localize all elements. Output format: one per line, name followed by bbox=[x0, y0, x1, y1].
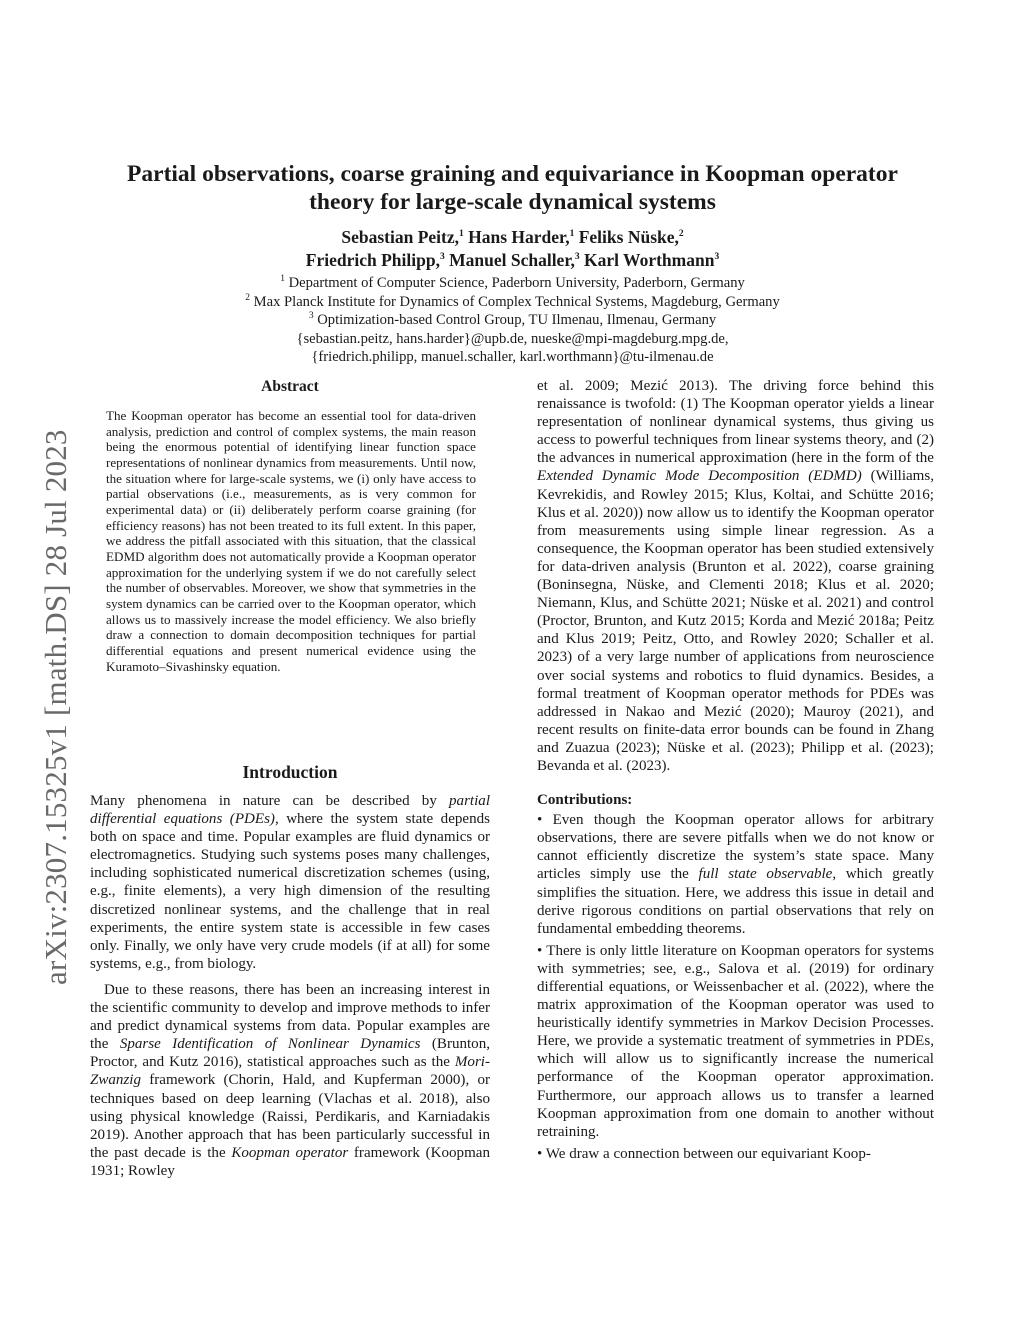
author-name: Karl Worthmann bbox=[583, 250, 715, 270]
bullet-icon: • bbox=[537, 1145, 543, 1162]
author-name: Hans Harder, bbox=[468, 227, 570, 247]
title-line-1: Partial observations, coarse graining and equivariance in Koopman operator bbox=[127, 161, 898, 187]
author-affiliation-mark: 3 bbox=[439, 252, 445, 263]
author-affiliation-mark: 1 bbox=[569, 229, 575, 240]
contributions-heading: Contributions: bbox=[537, 792, 633, 809]
affiliation-text: Max Planck Institute for Dynamics of Complex Technical Systems, Magdeburg, Germany bbox=[253, 293, 780, 310]
author-line-2 bbox=[90, 249, 935, 272]
introduction-heading: Introduction bbox=[242, 762, 338, 782]
right-column bbox=[537, 377, 934, 1163]
bullet-icon: • bbox=[537, 942, 543, 959]
email-line-2: {friedrich.philipp, manuel.schaller, karl.worthmann}@tu-ilmenau.de bbox=[311, 349, 714, 366]
affiliation-number: 1 bbox=[280, 274, 285, 285]
intro-paragraph-1: Many phenomena in nature can be described by partial differential equations (PDEs), where the system state depends both on space and time. Popular examples are fluid dynamics or electromagnetics. Studying such systems poses many challenges, including sophisticated numerical discretization schemes (using, e.g., finite elements), a very high dimension of the resulting discretized nonlinear systems, and the challenge that in real experiments, the entire system state is accessible in few cases only. Finally, we only have very crude models (if at all) for some systems, e.g., from biology. bbox=[90, 793, 490, 972]
abstract-heading: Abstract bbox=[261, 378, 319, 395]
arxiv-identifier: arXiv:2307.15325v1 [math.DS] 28 Jul 2023 bbox=[38, 429, 73, 985]
author-name: Manuel Schaller, bbox=[449, 250, 575, 270]
bullet-icon: • bbox=[537, 812, 543, 829]
author-line-1 bbox=[90, 226, 935, 249]
title-line-2: theory for large-scale dynamical systems bbox=[309, 189, 716, 215]
author-name: Friedrich Philipp, bbox=[305, 250, 440, 270]
affiliations bbox=[90, 274, 935, 367]
author-name: Sebastian Peitz, bbox=[341, 227, 460, 247]
contribution-bullet-1: • Even though the Koopman operator allows for arbitrary observations, there are severe pitfalls when we do not know or cannot efficiently discretize the system’s state space. Many articles simply use the full state observable, which greatly simplifies the situation. Here, we address this issue in detail and derive rigorous conditions on partial observations that rely on fundamental embedding theorems. bbox=[537, 812, 934, 937]
left-column bbox=[90, 792, 490, 1180]
contribution-bullet-2: • There is only little literature on Koopman operators for systems with symmetries; see, e.g., Salova et al. (2019) for ordinary differential equations, or Weissenbacher et al. (2022), where the matrix approximation of the Koopman operator was used to heuristically identify symmetries in Markov Decision Processes. Here, we provide a systematic treatment of symmetries in PDEs, which will allow us to significantly increase the numerical performance of the Koopman operator approximation. Furthermore, our approach allows us to transfer a learned Koopman approximation from one domain to another without retraining. bbox=[537, 942, 934, 1140]
affiliation-3 bbox=[90, 311, 935, 330]
affiliation-number: 3 bbox=[308, 311, 314, 322]
intro-paragraph-2: Due to these reasons, there has been an increasing interest in the scientific community to develop and improve methods to infer and predict dynamical systems from data. Popular examples are the Sparse Identification of Nonlinear Dynamics (Brunton, Proctor, and Kutz 2016), statistical approaches such as the Mori-Zwanzig framework (Chorin, Hald, and Kupferman 2000), or techniques based on deep learning (Vlachas et al. 2018), also using physical knowledge (Raissi, Perdikaris, and Karniadakis 2019). Another approach that has been particularly successful in the past decade is the Koopman operator framework (Koopman 1931; Rowley bbox=[90, 981, 490, 1179]
affiliation-1 bbox=[90, 274, 935, 293]
author-affiliation-mark: 3 bbox=[574, 252, 580, 263]
author-name: Feliks Nüske, bbox=[578, 227, 679, 247]
arxiv-sidebar bbox=[18, 345, 73, 985]
author-affiliation-mark: 2 bbox=[678, 229, 684, 240]
author-affiliation-mark: 1 bbox=[459, 229, 464, 240]
affiliation-text: Department of Computer Science, Paderborn University, Paderborn, Germany bbox=[288, 275, 745, 291]
author-list bbox=[90, 226, 935, 272]
paper-title bbox=[90, 160, 935, 216]
abstract-text: The Koopman operator has become an essential tool for data-driven analysis, prediction and control of complex systems, the main reason being the enormous potential of identifying linear function space representations of nonlinear dynamics from measurements. Until now, the situation where for large-scale systems, we (i) only have access to partial observations (i.e., measurements, as is very common for experimental data) or (ii) deliberately perform coarse graining (for efficiency reasons) has not been treated to its full extent. In this paper, we address the pitfall associated with this situation, that the classical EDMD algorithm does not automatically provide a Koopman operator approximation for the underlying system if we do not carefully select the number of observables. Moreover, we show that symmetries in the system dynamics can be carried over to the Koopman operator, which allows us to massively increase the model efficiency. We also briefly draw a connection to domain decomposition techniques for partial differential equations and present numerical evidence using the Kuramoto–Sivashinsky equation. bbox=[106, 408, 476, 674]
author-affiliation-mark: 3 bbox=[714, 252, 720, 263]
contribution-bullet-3: • We draw a connection between our equivariant Koop- bbox=[537, 1145, 871, 1162]
intro-paragraph-3: et al. 2009; Mezić 2013). The driving force behind this renaissance is twofold: (1) The Koopman operator yields a linear representation of nonlinear dynamical systems, thus giving us access to powerful techniques from linear systems theory, and (2) the advances in numerical approximation (here in the form of the Extended Dynamic Mode Decomposition (EDMD) (Williams, Kevrekidis, and Rowley 2015; Klus, Koltai, and Schütte 2016; Klus et al. 2020)) now allow us to identify the Koopman operator from measurements using simple linear regression. As a consequence, the Koopman operator has been studied extensively for data-driven analysis (Brunton et al. 2022), coarse graining (Boninsegna, Nüske, and Clementi 2018; Klus et al. 2020; Niemann, Klus, and Schütte 2021; Nüske et al. 2021) and control (Proctor, Brunton, and Kutz 2015; Korda and Mezić 2018a; Peitz and Klus 2019; Peitz, Otto, and Rowley 2020; Schaller et al. 2023) of a very large number of applications from neuroscience over social systems and robotics to fluid dynamics. Besides, a formal treatment of Koopman operator methods for PDEs was addressed in Nakao and Mezić (2020); Mauroy (2021), and recent results on finite-data error bounds can be found in Zhang and Zuazua (2023); Nüske et al. (2023); Philipp et al. (2023); Bevanda et al. (2023). bbox=[537, 378, 935, 774]
email-line-1: {sebastian.peitz, hans.harder}@upb.de, nueske@mpi-magdeburg.mpg.de, bbox=[296, 330, 729, 347]
affiliation-2 bbox=[90, 293, 935, 312]
affiliation-text: Optimization-based Control Group, TU Ilmenau, Ilmenau, Germany bbox=[317, 312, 717, 329]
affiliation-number: 2 bbox=[245, 292, 250, 303]
